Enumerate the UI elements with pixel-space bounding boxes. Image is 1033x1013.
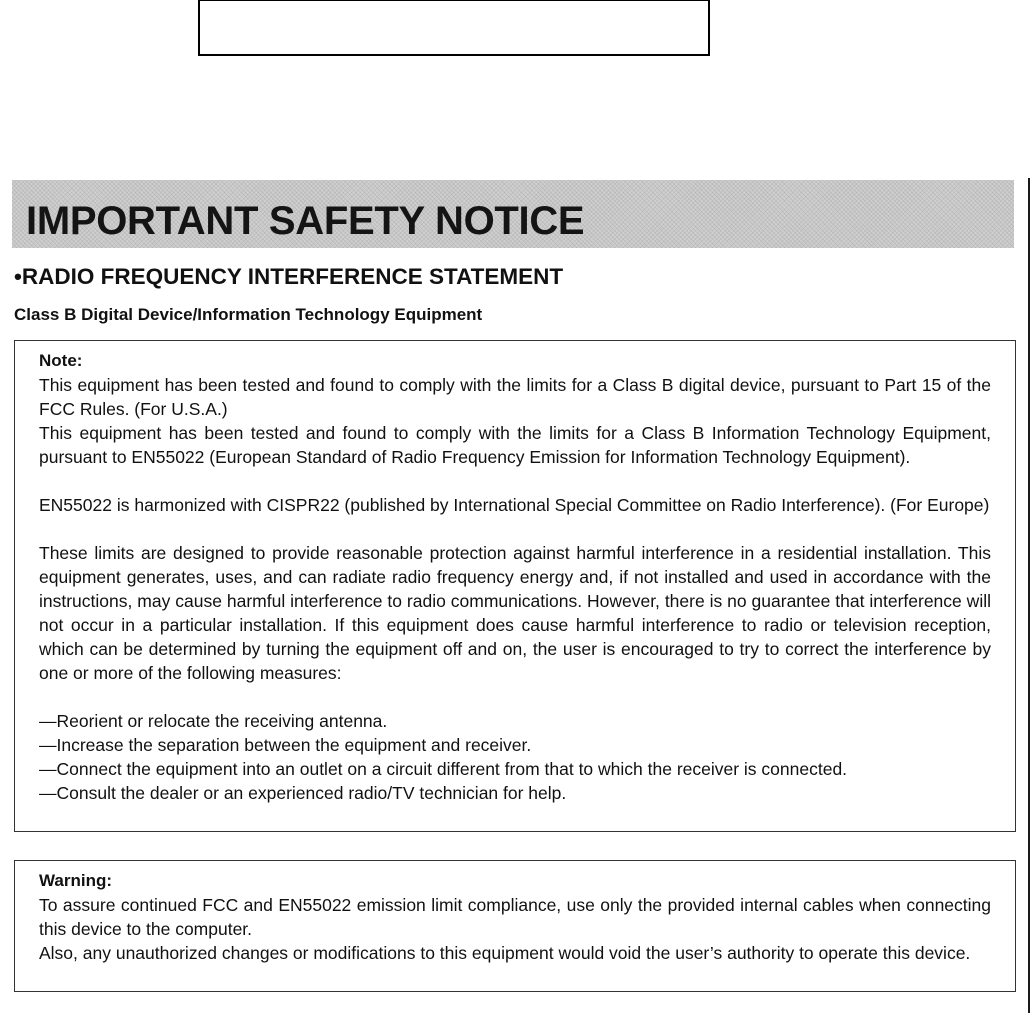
sub-heading: Class B Digital Device/Information Technology Equipment [14, 305, 483, 324]
warning-paragraph-modifications: Also, any unauthorized changes or modifications to this equipment would void the user’s authority to operate this device. [39, 943, 971, 963]
measure-item: —Consult the dealer or an experienced radio/TV technician for help. [39, 783, 567, 803]
warning-label: Warning: [39, 871, 113, 890]
measure-item: —Connect the equipment into an outlet on a circuit different from that to which the receiver is connected. [39, 759, 848, 779]
note-paragraph-cispr22: EN55022 is harmonized with CISPR22 (published by International Special Committee on Radio Interference). (For Europe) [39, 495, 990, 515]
section-heading: •RADIO FREQUENCY INTERFERENCE STATEMENT [14, 264, 564, 289]
top-blank-box [198, 0, 710, 56]
note-label: Note: [39, 351, 83, 370]
note-paragraph-en55022: This equipment has been tested and found to comply with the limits for a Class B Information Technology Equipment, pursuant to EN55022 (European Standard of Radio Frequency Emission for Information Technology Equipment). [39, 423, 991, 467]
measure-item: —Reorient or relocate the receiving antenna. [39, 711, 388, 731]
warning-paragraph-cables: To assure continued FCC and EN55022 emission limit compliance, use only the provided internal cables when connecting this device to the computer. [39, 895, 991, 939]
note-paragraph-limits: These limits are designed to provide reasonable protection against harmful interference in a residential installation. This equipment generates, uses, and can radiate radio frequency energy and, if not installed and used in accordance with the instructions, may cause harmful interference to radio communications. However, there is no guarantee that interference will not occur in a particular installation. If this equipment does cause harmful interference to radio or television reception, which can be determined by turning the equipment off and on, the user is encouraged to try to correct the interference by one or more of the following measures: [39, 543, 991, 683]
note-paragraph-fcc: This equipment has been tested and found to comply with the limits for a Class B digital device, pursuant to Part 15 of the FCC Rules. (For U.S.A.) [39, 375, 991, 419]
title-band [12, 180, 1014, 248]
note-box [14, 340, 1016, 832]
warning-box [14, 860, 1016, 992]
measure-item: —Increase the separation between the equipment and receiver. [39, 735, 532, 755]
right-margin-rule [1028, 178, 1030, 1013]
page-title: IMPORTANT SAFETY NOTICE [26, 199, 585, 243]
